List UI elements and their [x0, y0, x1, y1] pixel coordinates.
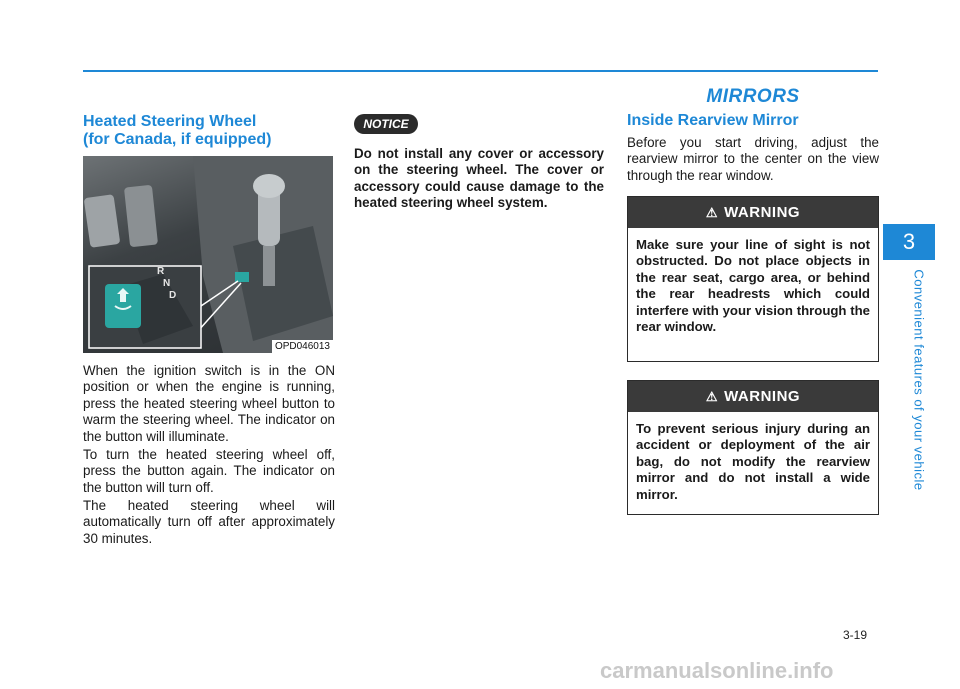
- warning-header: [628, 197, 878, 228]
- notice-text: Do not install any cover or accessory on the steering wheel. The cover or accessory could cause damage to the heated steering wheel system.: [354, 146, 604, 211]
- warning-text: To prevent serious injury during an accident or deployment of the air bag, do not modify the rearview mirror and do not install a wide mirror.: [636, 421, 870, 502]
- heading-line-1: Heated Steering Wheel: [83, 113, 257, 130]
- image-caption: OPD046013: [272, 340, 333, 353]
- chapter-title: Convenient features of your vehicle: [911, 269, 927, 491]
- warning-box-sight: [627, 196, 879, 362]
- warning-triangle-icon: ⚠: [705, 205, 719, 220]
- chapter-tab: 3: [883, 224, 935, 260]
- paragraph-auto-off: The heated steering wheel will automatically turn off after approximately 30 minutes.: [83, 498, 335, 546]
- shifter-letter-n: N: [163, 278, 171, 289]
- paragraph-rearview: Before you start driving, adjust the rearview mirror to the center on the view through the rear window.: [627, 135, 879, 183]
- section-title: MIRRORS: [706, 86, 800, 107]
- shifter-illustration: [83, 156, 333, 353]
- shifter-photo: [83, 156, 333, 353]
- rearview-mirror-heading: Inside Rearview Mirror: [627, 112, 799, 129]
- shifter-letter-r: R: [157, 266, 165, 277]
- warning-text: Make sure your line of sight is not obstructed. Do not place objects in the rear seat, cargo area, or behind the rear headrests which could interfere with your vision through the rear window.: [636, 237, 870, 335]
- warning-triangle-icon: ⚠: [705, 389, 719, 404]
- paragraph-ignition: When the ignition switch is in the ON position or when the engine is running, press the heated steering wheel button to warm the steering wheel. The indicator on the button will illuminate.: [83, 363, 335, 444]
- shifter-letter-d: D: [169, 290, 177, 301]
- chapter-title-vertical: [912, 265, 926, 495]
- notice-badge: NOTICE: [354, 114, 418, 134]
- warning-label: WARNING: [724, 388, 801, 405]
- paragraph-turn-off: To turn the heated steering wheel off, press the button again. The indicator on the button will turn off.: [83, 447, 335, 495]
- heated-steering-heading: [83, 113, 335, 149]
- warning-header: [628, 381, 878, 412]
- top-rule: [83, 70, 878, 72]
- page-number: 3-19: [843, 628, 868, 642]
- warning-label: WARNING: [724, 204, 801, 221]
- watermark: carmanualsonline.info: [600, 658, 834, 683]
- heading-line-2: (for Canada, if equipped): [83, 131, 272, 148]
- warning-box-mirror: [627, 380, 879, 515]
